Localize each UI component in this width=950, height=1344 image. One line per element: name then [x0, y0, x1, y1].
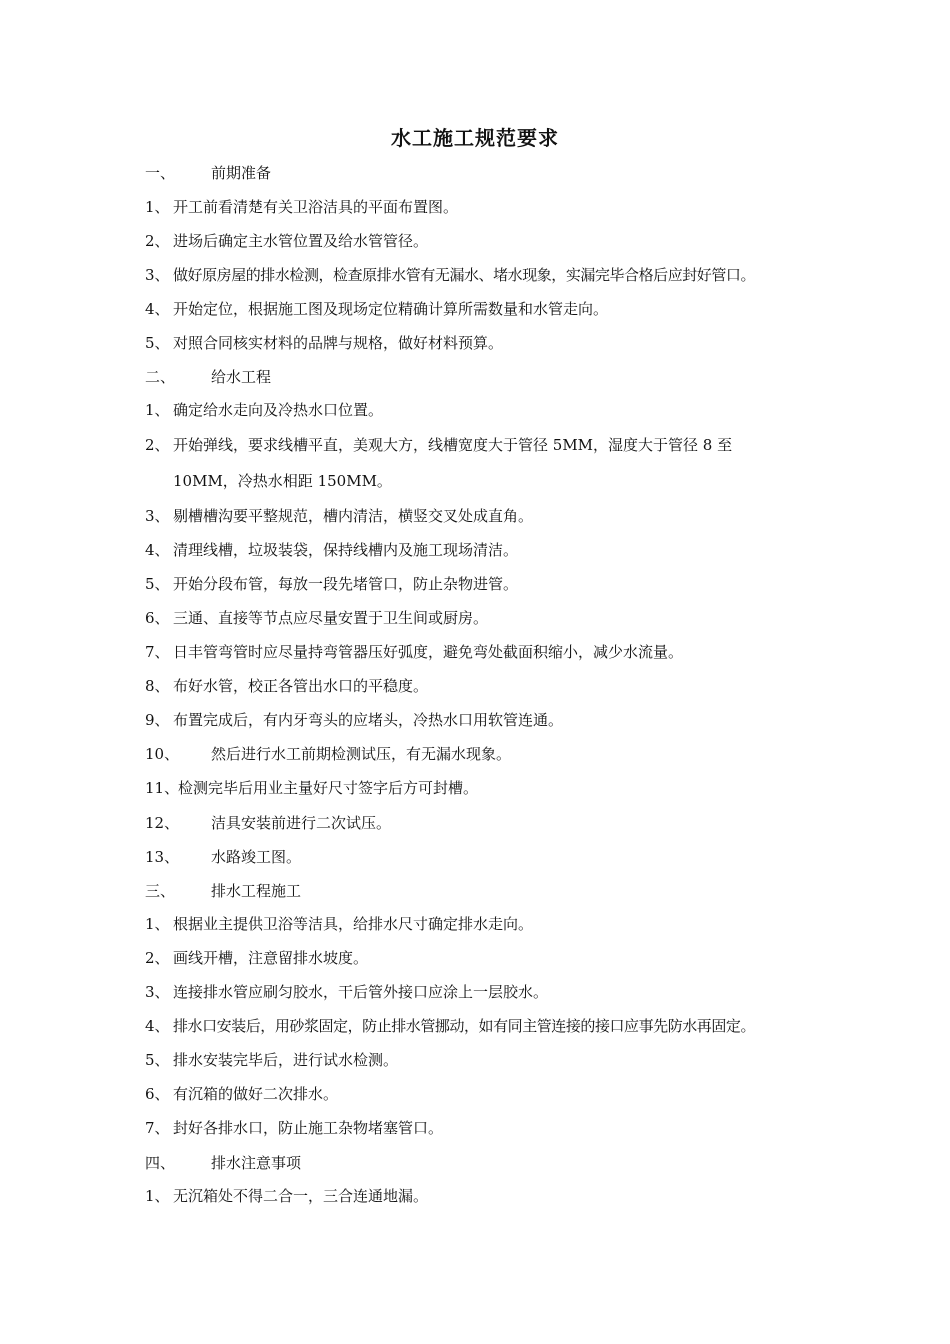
list-item-continuation: 10MM，冷热水相距 150MM。	[173, 472, 392, 490]
item-number: 7、	[145, 1119, 170, 1137]
item-text: 排水安装完毕后，进行试水检测。	[173, 1051, 399, 1069]
section-title: 给水工程	[211, 368, 272, 386]
list-item	[145, 642, 683, 662]
list-item	[145, 744, 511, 764]
list-item	[145, 540, 518, 560]
list-item	[145, 231, 428, 251]
list-item	[145, 299, 608, 319]
item-text: 进场后确定主水管位置及给水管管径。	[173, 232, 429, 250]
item-text: 洁具安装前进行二次试压。	[211, 814, 392, 832]
list-item	[145, 1084, 338, 1104]
list-item	[145, 1118, 443, 1138]
list-item	[145, 506, 533, 526]
list-item	[145, 847, 301, 867]
item-number: 12、	[145, 814, 180, 832]
item-text: 开始定位，根据施工图及现场定位精确计算所需数量和水管走向。	[173, 300, 609, 318]
section-title: 排水工程施工	[211, 882, 302, 900]
item-text: 剔槽槽沟要平整规范，槽内清洁，横竖交叉处成直角。	[173, 507, 534, 525]
page-title: 水工施工规范要求	[391, 126, 559, 150]
item-number: 5、	[145, 334, 170, 352]
section-number: 四、	[145, 1154, 176, 1172]
item-text: 然后进行水工前期检测试压，有无漏水现象。	[211, 745, 512, 763]
item-number: 11、	[145, 779, 180, 797]
item-text: 连接排水管应刷匀胶水，干后管外接口应涂上一层胶水。	[173, 983, 549, 1001]
section-heading	[145, 367, 271, 387]
item-text: 检测完毕后用业主量好尺寸签字后方可封槽。	[178, 779, 479, 797]
item-text: 清理线槽，垃圾装袋，保持线槽内及施工现场清洁。	[173, 541, 519, 559]
item-number: 1、	[145, 401, 170, 419]
item-text: 根据业主提供卫浴等洁具，给排水尺寸确定排水走向。	[173, 915, 534, 933]
item-number: 5、	[145, 575, 170, 593]
item-number: 5、	[145, 1051, 170, 1069]
section-heading	[145, 163, 271, 183]
item-number: 1、	[145, 915, 170, 933]
item-number: 4、	[145, 1017, 170, 1035]
section-number: 一、	[145, 164, 176, 182]
list-item	[145, 676, 428, 696]
item-text: 布置完成后，有内牙弯头的应堵头，冷热水口用软管连通。	[173, 711, 564, 729]
item-text: 对照合同核实材料的品牌与规格，做好材料预算。	[173, 334, 504, 352]
item-number: 2、	[145, 949, 170, 967]
item-text: 水路竣工图。	[211, 848, 302, 866]
list-item	[145, 914, 533, 934]
item-text: 开始分段布管，每放一段先堵管口，防止杂物进管。	[173, 575, 519, 593]
item-number: 9、	[145, 711, 170, 729]
item-text: 封好各排水口，防止施工杂物堵塞管口。	[173, 1119, 444, 1137]
item-number: 2、	[145, 232, 170, 250]
item-number: 3、	[145, 266, 170, 284]
item-text: 布好水管，校正各管出水口的平稳度。	[173, 677, 429, 695]
item-number: 3、	[145, 507, 170, 525]
item-number: 2、	[145, 436, 170, 454]
list-item	[145, 1016, 755, 1036]
item-number: 3、	[145, 983, 170, 1001]
list-item	[145, 197, 458, 217]
item-number: 1、	[145, 1187, 170, 1205]
list-item	[145, 778, 478, 798]
item-number: 4、	[145, 300, 170, 318]
item-number: 13、	[145, 848, 180, 866]
list-item	[145, 1186, 428, 1206]
item-text: 三通、直接等节点应尽量安置于卫生间或厨房。	[173, 609, 489, 627]
list-item	[145, 1050, 398, 1070]
item-text: 开工前看清楚有关卫浴洁具的平面布置图。	[173, 198, 459, 216]
item-text: 有沉箱的做好二次排水。	[173, 1085, 339, 1103]
item-number: 1、	[145, 198, 170, 216]
item-text: 开始弹线，要求线槽平直，美观大方，线槽宽度大于管径 5MM，湿度大于管径 8 至	[173, 436, 733, 454]
list-item	[145, 948, 368, 968]
item-text: 做好原房屋的排水检测，检查原排水管有无漏水、堵水现象，实漏完毕合格后应封好管口。	[173, 266, 756, 284]
list-item	[145, 574, 518, 594]
section-title: 排水注意事项	[211, 1154, 302, 1172]
section-number: 三、	[145, 882, 176, 900]
section-number: 二、	[145, 368, 176, 386]
list-item	[145, 400, 383, 420]
section-heading	[145, 1153, 301, 1173]
list-item	[145, 265, 755, 285]
item-number: 6、	[145, 1085, 170, 1103]
list-item	[145, 435, 732, 455]
list-item	[145, 813, 391, 833]
item-text: 无沉箱处不得二合一，三合连通地漏。	[173, 1187, 429, 1205]
list-item	[145, 333, 503, 353]
item-number: 10、	[145, 745, 180, 763]
section-heading	[145, 881, 301, 901]
list-item	[145, 710, 563, 730]
item-number: 7、	[145, 643, 170, 661]
item-text: 画线开槽，注意留排水坡度。	[173, 949, 369, 967]
item-number: 8、	[145, 677, 170, 695]
section-title: 前期准备	[211, 164, 272, 182]
list-item	[145, 608, 488, 628]
list-item	[145, 982, 548, 1002]
item-text: 确定给水走向及冷热水口位置。	[173, 401, 384, 419]
item-text: 排水口安装后，用砂浆固定，防止排水管挪动，如有同主管连接的接口应事先防水再固定。	[173, 1017, 756, 1035]
item-text: 日丰管弯管时应尽量持弯管器压好弧度，避免弯处截面积缩小，减少水流量。	[173, 643, 684, 661]
item-number: 4、	[145, 541, 170, 559]
item-number: 6、	[145, 609, 170, 627]
